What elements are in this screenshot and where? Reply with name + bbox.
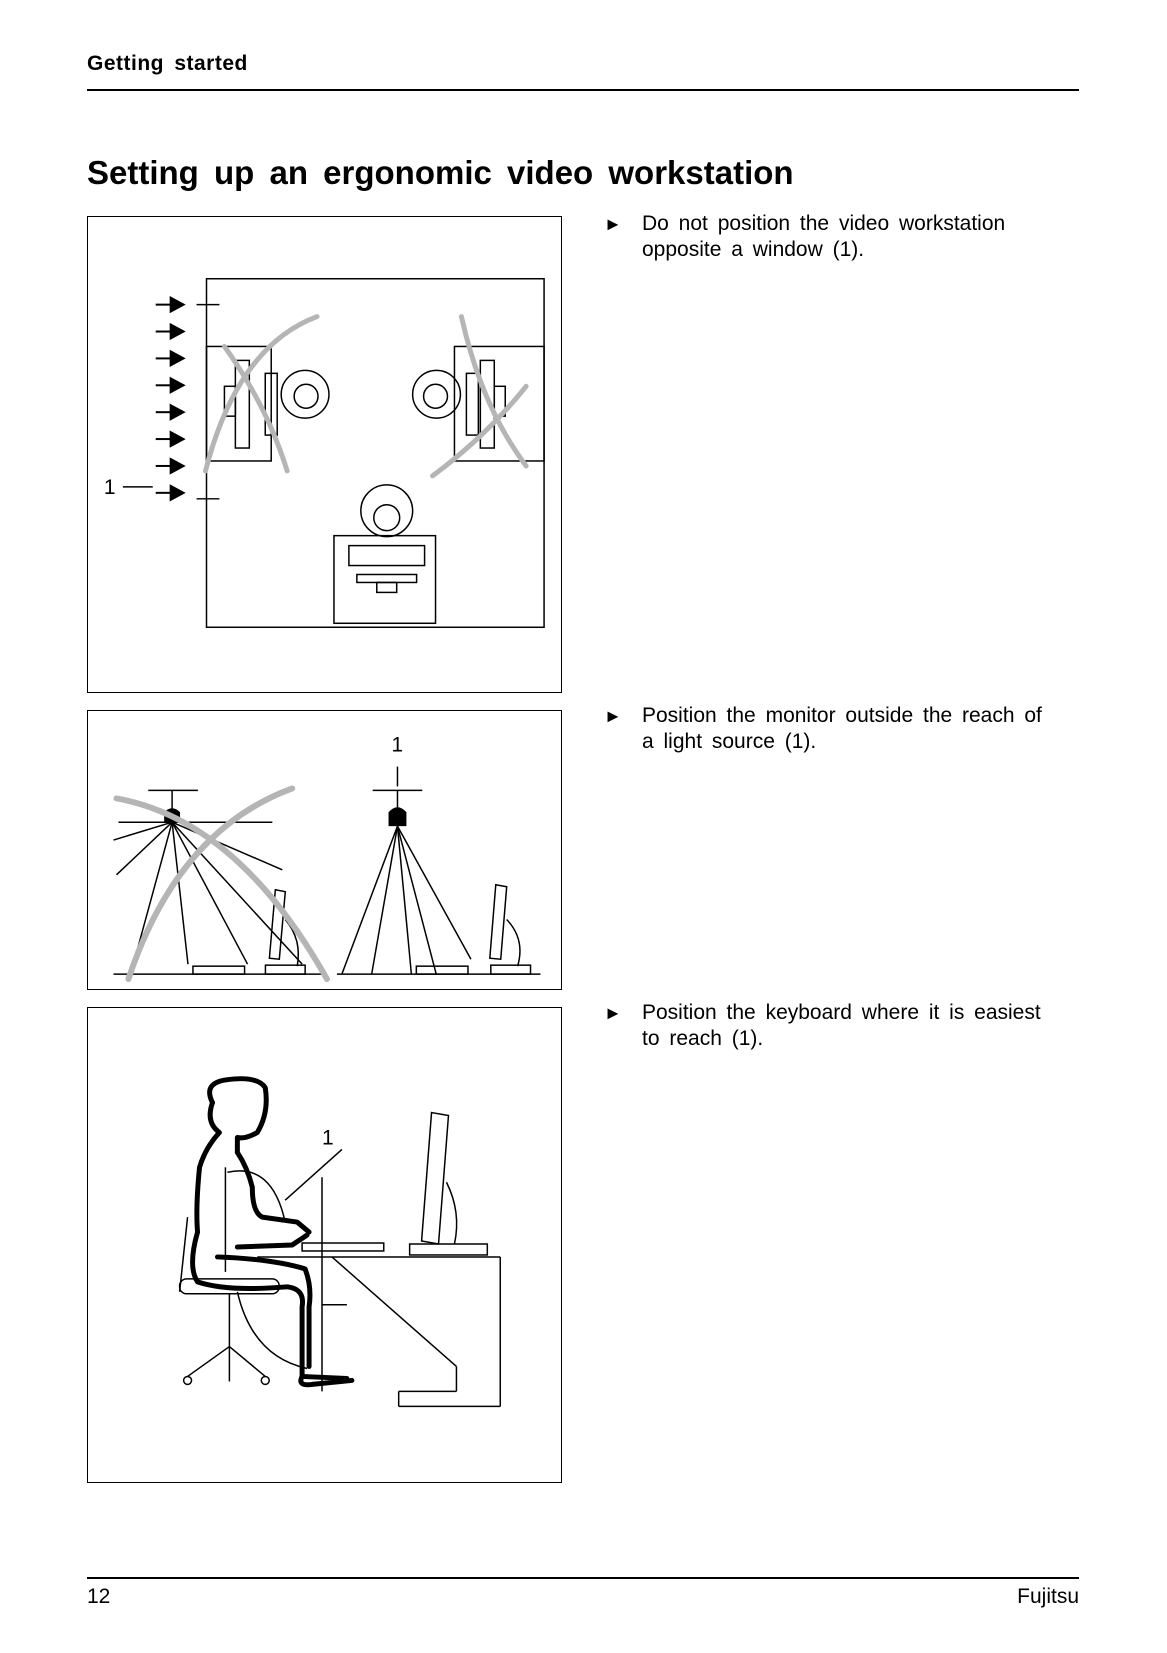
window-placement-illustration xyxy=(88,217,561,692)
running-header: Getting started xyxy=(87,52,248,75)
instruction-text: Position the keyboard where it is easiest to reach (1). xyxy=(642,1001,1041,1050)
window-placement-figure xyxy=(87,216,562,693)
instruction-keyboard xyxy=(604,1000,1044,1052)
header-rule xyxy=(87,89,1079,91)
keyboard-callout: 1 xyxy=(322,1126,334,1150)
bullet-arrow-icon: ► xyxy=(604,1003,622,1023)
keyboard-reach-figure xyxy=(87,1007,562,1483)
keyboard-reach-illustration xyxy=(88,1008,561,1482)
page-title: Setting up an ergonomic video workstation xyxy=(87,154,794,191)
instruction-window xyxy=(604,211,1044,263)
window-callout: 1 xyxy=(103,475,116,499)
bullet-arrow-icon: ► xyxy=(604,706,622,726)
page-number: 12 xyxy=(87,1585,111,1608)
bullet-arrow-icon: ► xyxy=(604,214,622,234)
light-callout: 1 xyxy=(391,733,404,757)
light-source-illustration xyxy=(88,711,561,989)
instruction-text: Position the monitor outside the reach of a light source (1). xyxy=(642,704,1042,753)
footer-rule xyxy=(87,1577,1079,1579)
footer-brand: Fujitsu xyxy=(1017,1585,1079,1608)
instruction-text: Do not position the video workstation opposite a window (1). xyxy=(642,212,1006,261)
light-source-figure xyxy=(87,710,562,990)
instruction-light-source xyxy=(604,703,1044,755)
